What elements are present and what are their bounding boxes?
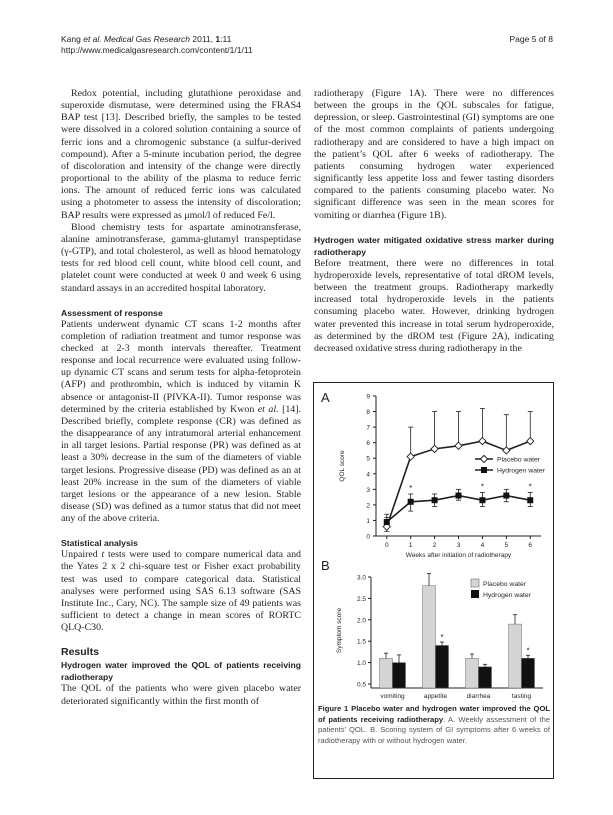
y-tick-label: 1.0 xyxy=(356,660,366,668)
y-tick-label: 0.5 xyxy=(356,681,366,689)
bar-hydrogen xyxy=(436,645,449,688)
point-hydrogen xyxy=(456,493,462,499)
significance-star: * xyxy=(528,482,532,492)
legend-swatch-placebo xyxy=(471,579,479,587)
point-hydrogen xyxy=(384,519,390,525)
x-category-label: diarrhea xyxy=(466,693,491,700)
x-category-label: vomiting xyxy=(380,693,405,700)
point-hydrogen xyxy=(527,497,533,503)
x-category-label: tasting xyxy=(511,693,532,700)
x-category-label xyxy=(510,701,534,702)
point-placebo xyxy=(431,445,438,452)
legend-swatch-hydrogen xyxy=(471,590,479,598)
bar-placebo xyxy=(466,658,479,688)
y-axis-label: QOL score xyxy=(339,450,346,482)
y-tick-label: 3 xyxy=(366,486,370,494)
point-placebo xyxy=(503,447,510,454)
bar-hydrogen xyxy=(393,663,406,688)
figure-1-charts xyxy=(313,384,554,702)
point-placebo xyxy=(479,438,486,445)
x-category-label: appetite xyxy=(423,693,448,700)
y-tick-label: 1.5 xyxy=(356,638,366,646)
paragraph: The QOL of the patients who were given placebo water deteriorated significantly within the first month of xyxy=(61,683,301,707)
point-hydrogen xyxy=(503,493,509,499)
y-tick-label: 4 xyxy=(366,471,370,479)
legend-label: Hydrogen water xyxy=(497,467,545,475)
significance-star: * xyxy=(440,633,444,643)
x-tick-label: 2 xyxy=(432,542,437,549)
paragraph: Patients underwent dynamic CT scans 1-2 months after completion of radiation treatment and tumor response was checked at 2-3 month intervals thereafter. Treatment response and local recurrence were evaluated using follow-up dynamic CT scans and serum tests for alpha-fetoprotein (AFP) and prothrombin, which is induced by vitamin K absence or antagonist-II (PIVKA-II). Tumor response was determined by the criteria established by Kwon et al. [14]. Described briefly, complete response (CR) was defined as the disappearance of any intratumoral arterial enhancement in all target lesions. Partial response (PR) was defined as at least a 30% decrease in the sum of the diameters of viable target lesions. Progressive disease (PD) was defined as an at least 20% increase in the sum of the diameters of viable target lesions or the appearance of a new lesion. Stable disease (SD) was defined as a tumor status that did not meet any of the above criteria. xyxy=(61,318,301,525)
panel-label: A xyxy=(321,390,330,405)
y-tick-label: 7 xyxy=(366,424,370,432)
x-tick-label: 5 xyxy=(504,542,509,549)
legend-label: Placebo water xyxy=(483,581,527,588)
figure-caption: Figure 1 Placebo water and hydrogen water improved the QOL of patients receiving radiotherapy. A. Weekly assessment of the patients’ QOL. B. Scoring system of GI symptoms after 6 weeks of radiotherapy with or without hydrogen water. xyxy=(318,704,551,745)
y-tick-label: 2 xyxy=(366,502,370,510)
point-placebo xyxy=(407,453,414,460)
y-tick-label: 2.0 xyxy=(356,617,366,625)
x-axis-label: Weeks after initiation of radiotherapy xyxy=(405,552,512,559)
significance-star: * xyxy=(480,482,484,492)
y-tick-label: 5 xyxy=(366,455,370,463)
section-heading: Statistical analysis xyxy=(61,538,138,549)
y-axis-label: Symptom score xyxy=(336,607,343,654)
bar-placebo xyxy=(423,586,436,688)
y-tick-label: 1 xyxy=(366,517,370,525)
paragraph: Blood chemistry tests for aspartate aminotransferase, alanine aminotransferase, gamma-glutamyl transpeptidase (γ-GTP), and total cholesterol, as well as blood hematology tests for red blood cell count, white blood cell count, and platelet count were conducted at week 0 and week 6 using standard assays in an accredited hospital laboratory. xyxy=(61,221,301,294)
paragraph: Unpaired t tests were used to compare numerical data and the Yates 2 x 2 chi-square test or Fisher exact probability test was used to compare categorical data. Statistical analyses were performed using SAS 6.13 software (SAS Institute Inc., Cary, NC). The sample size of 49 patients was sufficient to detect a change in mean scores of RORTC QLQ-C30. xyxy=(61,549,301,634)
y-tick-label: 8 xyxy=(366,409,370,417)
section-heading: Results xyxy=(61,646,99,659)
subsection-heading: Hydrogen water improved the QOL of patients receiving radiotherapy xyxy=(61,660,301,683)
y-tick-label: 2.5 xyxy=(356,595,366,603)
bar-placebo xyxy=(509,624,522,688)
point-placebo xyxy=(455,442,462,449)
paragraph: Before treatment, there were no differences in total hydroperoxide levels, representative of total dROM levels, between the treatment groups. Radiotherapy markedly increased total hydroperoxide levels in the patients consuming placebo water. However, drinking hydrogen water prevented this increase in total serum hydroperoxide, as determined by the dROM test (Figure 2A), indicating decreased oxidative stress during radiotherapy in the xyxy=(314,257,554,354)
paragraph: Redox potential, including glutathione peroxidase and superoxide dismutase, were determined using the FRAS4 BAP test [13]. Described briefly, the samples to be tested were dissolved in a colored solution containing a source of ferric ions and a chromogenic substance (a sulfur-derived compound). After a 5-minute incubation period, the degree of discoloration and intensity of the change were directly proportional to the ability of the plasma to reduce ferric ions. The amount of reduced ferric ions was calculated using a photometer to assess the intensity of discoloration; BAP results were expressed as μmol/l of reduced Fe/l. xyxy=(61,88,301,221)
significance-star: * xyxy=(409,484,413,493)
x-tick-label: 0 xyxy=(384,542,389,549)
section-heading: Assessment of response xyxy=(61,307,163,318)
point-hydrogen xyxy=(432,497,438,503)
x-tick-label: 4 xyxy=(480,542,485,549)
x-tick-label: 3 xyxy=(456,542,461,549)
bar-hydrogen xyxy=(522,658,535,688)
bar-placebo xyxy=(380,658,393,688)
y-tick-label: 9 xyxy=(366,393,370,401)
legend-label: Placebo water xyxy=(497,456,541,464)
header-url[interactable]: http://www.medicalgasresearch.com/content/1/1/11 xyxy=(61,45,253,55)
left-column xyxy=(61,88,301,708)
x-category-label xyxy=(430,701,442,702)
point-hydrogen xyxy=(479,497,485,503)
x-tick-label: 1 xyxy=(408,542,413,549)
right-column xyxy=(314,88,554,355)
point-hydrogen xyxy=(408,499,414,505)
panel-label: B xyxy=(321,558,330,573)
y-tick-label: 6 xyxy=(366,440,370,448)
running-header xyxy=(61,34,253,56)
page-number: Page 5 of 8 xyxy=(509,34,553,44)
point-placebo xyxy=(527,438,534,445)
legend-marker-placebo xyxy=(480,455,487,462)
bar-hydrogen xyxy=(479,667,492,688)
x-tick-label: 6 xyxy=(528,542,533,549)
legend-marker-hydrogen xyxy=(481,467,487,473)
y-tick-label: 3.0 xyxy=(356,574,366,582)
significance-star: * xyxy=(526,646,530,656)
legend-label: Hydrogen water xyxy=(483,592,531,599)
header-citation: Kang et al. Medical Gas Research 2011, 1:11 xyxy=(61,34,232,44)
paragraph: radiotherapy (Figure 1A). There were no differences between the groups in the QOL subscales for fatigue, depression, or sleep. Gastrointestinal (GI) symptoms are one of the most common complaints of patients undergoing radiotherapy and are considered to have a high impact on the patient’s QOL after 6 weeks of radiotherapy. The patients consuming hydrogen water experienced significantly less appetite loss and fewer tasting disorders compared to the patients consuming placebo water. No significant difference was seen in the mean scores for vomiting or diarrhea (Figure 1B). xyxy=(314,88,554,221)
y-tick-label: 0 xyxy=(366,533,370,541)
subsection-heading: Hydrogen water mitigated oxidative stress marker during radiotherapy xyxy=(314,234,554,257)
